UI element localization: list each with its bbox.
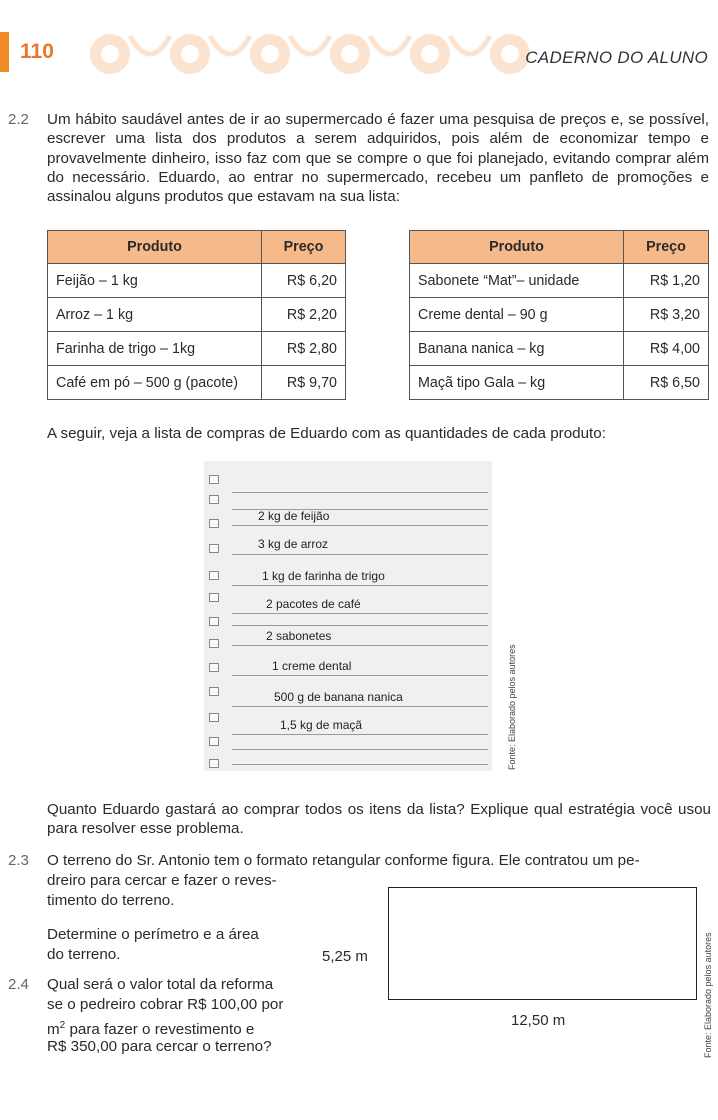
column-header-price: Preço [624,231,709,264]
table-row [410,298,709,332]
exercise-text-line: do terreno. [47,946,121,963]
exercise-text-line: se o pedreiro cobrar R$ 100,00 por [47,996,284,1013]
table-row [410,264,709,298]
price-cell: R$ 1,20 [624,264,709,298]
exercise-text-line: R$ 350,00 para cercar o terreno? [47,1038,272,1055]
price-table-right [409,230,709,400]
checkbox-icon [209,713,219,722]
checkbox-icon [209,617,219,626]
checkbox-icon [209,519,219,528]
list-item: 2 sabonetes [266,629,332,643]
checkbox-icon [209,639,219,648]
table-row [410,366,709,400]
price-cell: R$ 6,50 [624,366,709,400]
list-line [232,525,488,526]
accent-bar [0,32,9,72]
width-dimension-label: 12,50 m [511,1012,566,1029]
table-row [410,332,709,366]
text-fragment: para fazer o revestimento e [65,1021,255,1039]
height-dimension-label: 5,25 m [322,948,368,965]
table-row [48,332,346,366]
list-line [232,749,488,750]
page-header [0,28,718,90]
exercise-text-line: Qual será o valor total da reforma [47,976,274,993]
list-item: 2 kg de feijão [258,509,330,523]
list-item: 2 pacotes de café [266,597,361,611]
list-line [232,645,488,646]
price-table-left [47,230,346,400]
column-header-price: Preço [262,231,346,264]
list-line [232,625,488,626]
exercise-text-line [47,1016,254,1039]
list-item: 1 kg de farinha de trigo [262,569,385,583]
list-item: 500 g de banana nanica [274,690,403,704]
figure-source-note: Fonte: Elaborado pelos autores [703,932,713,1058]
exercise-number: 2.4 [8,976,29,993]
list-line [232,734,488,735]
product-cell: Creme dental – 90 g [410,298,624,332]
list-line [232,764,488,765]
shopping-list-image [204,461,492,771]
checkbox-icon [209,593,219,602]
price-cell: R$ 3,20 [624,298,709,332]
checkbox-icon [209,544,219,553]
page-number: 110 [20,40,54,63]
table-row [48,298,346,332]
table-row [48,264,346,298]
unit-symbol: m [47,1021,60,1039]
product-cell: Café em pó – 500 g (pacote) [48,366,262,400]
checkbox-icon [209,475,219,484]
product-cell: Maçã tipo Gala – kg [410,366,624,400]
list-line [232,675,488,676]
list-item: 1,5 kg de maçã [280,718,363,732]
product-cell: Banana nanica – kg [410,332,624,366]
list-line [232,613,488,614]
image-source-note: Fonte: Elaborado pelos autores [507,644,517,770]
exercise-text-line: timento do terreno. [47,892,175,909]
checkbox-icon [209,663,219,672]
price-cell: R$ 2,80 [262,332,346,366]
exercise-number: 2.3 [8,852,29,869]
price-cell: R$ 9,70 [262,366,346,400]
book-title: CADERNO DO ALUNO [525,48,708,67]
unit-exponent: 2 [59,1020,66,1031]
list-line [232,492,488,493]
list-line [232,554,488,555]
header-ornament [70,28,550,80]
checkbox-icon [209,495,219,504]
product-cell: Farinha de trigo – 1kg [48,332,262,366]
list-line [232,585,488,586]
column-header-product: Produto [410,231,624,264]
checkbox-icon [209,571,219,580]
exercise-text-line: dreiro para cercar e fazer o reves- [47,872,277,889]
list-item: 1 creme dental [272,659,352,673]
list-item: 3 kg de arroz [258,537,329,551]
checkbox-icon [209,759,219,768]
checkbox-icon [209,737,219,746]
checkbox-icon [209,687,219,696]
exercise-question-text: Quanto Eduardo gastará ao comprar todos os itens da lista? Explique qual estratégia você usou para resolver esse problema. [47,801,711,838]
exercise-text-line: O terreno do Sr. Antonio tem o formato retangular conforme figura. Ele contratou um pe- [47,852,640,869]
exercise-number: 2.2 [8,111,29,128]
exercise-text-line: Determine o perímetro e a área [47,926,259,943]
list-line [232,706,488,707]
column-header-product: Produto [48,231,262,264]
price-cell: R$ 2,20 [262,298,346,332]
table-row [48,366,346,400]
product-cell: Feijão – 1 kg [48,264,262,298]
exercise-intro-text: Um hábito saudável antes de ir ao supermercado é fazer uma pesquisa de preços e, se possível, escrever uma lista dos produtos a serem adquiridos, pois além de economizar tempo e provavelmente dinheiro, isso faz com que se compre o que foi planejado, evitando comprar além do necessário. Eduardo, ao entrar no supermercado, recebeu um panfleto de promoções e assinalou alguns produtos que estavam na sua lista: [47,111,709,206]
list-intro-text: A seguir, veja a lista de compras de Eduardo com as quantidades de cada produto: [47,425,606,442]
product-cell: Arroz – 1 kg [48,298,262,332]
price-cell: R$ 4,00 [624,332,709,366]
product-cell: Sabonete “Mat”– unidade [410,264,624,298]
land-rectangle [388,887,697,1000]
price-cell: R$ 6,20 [262,264,346,298]
